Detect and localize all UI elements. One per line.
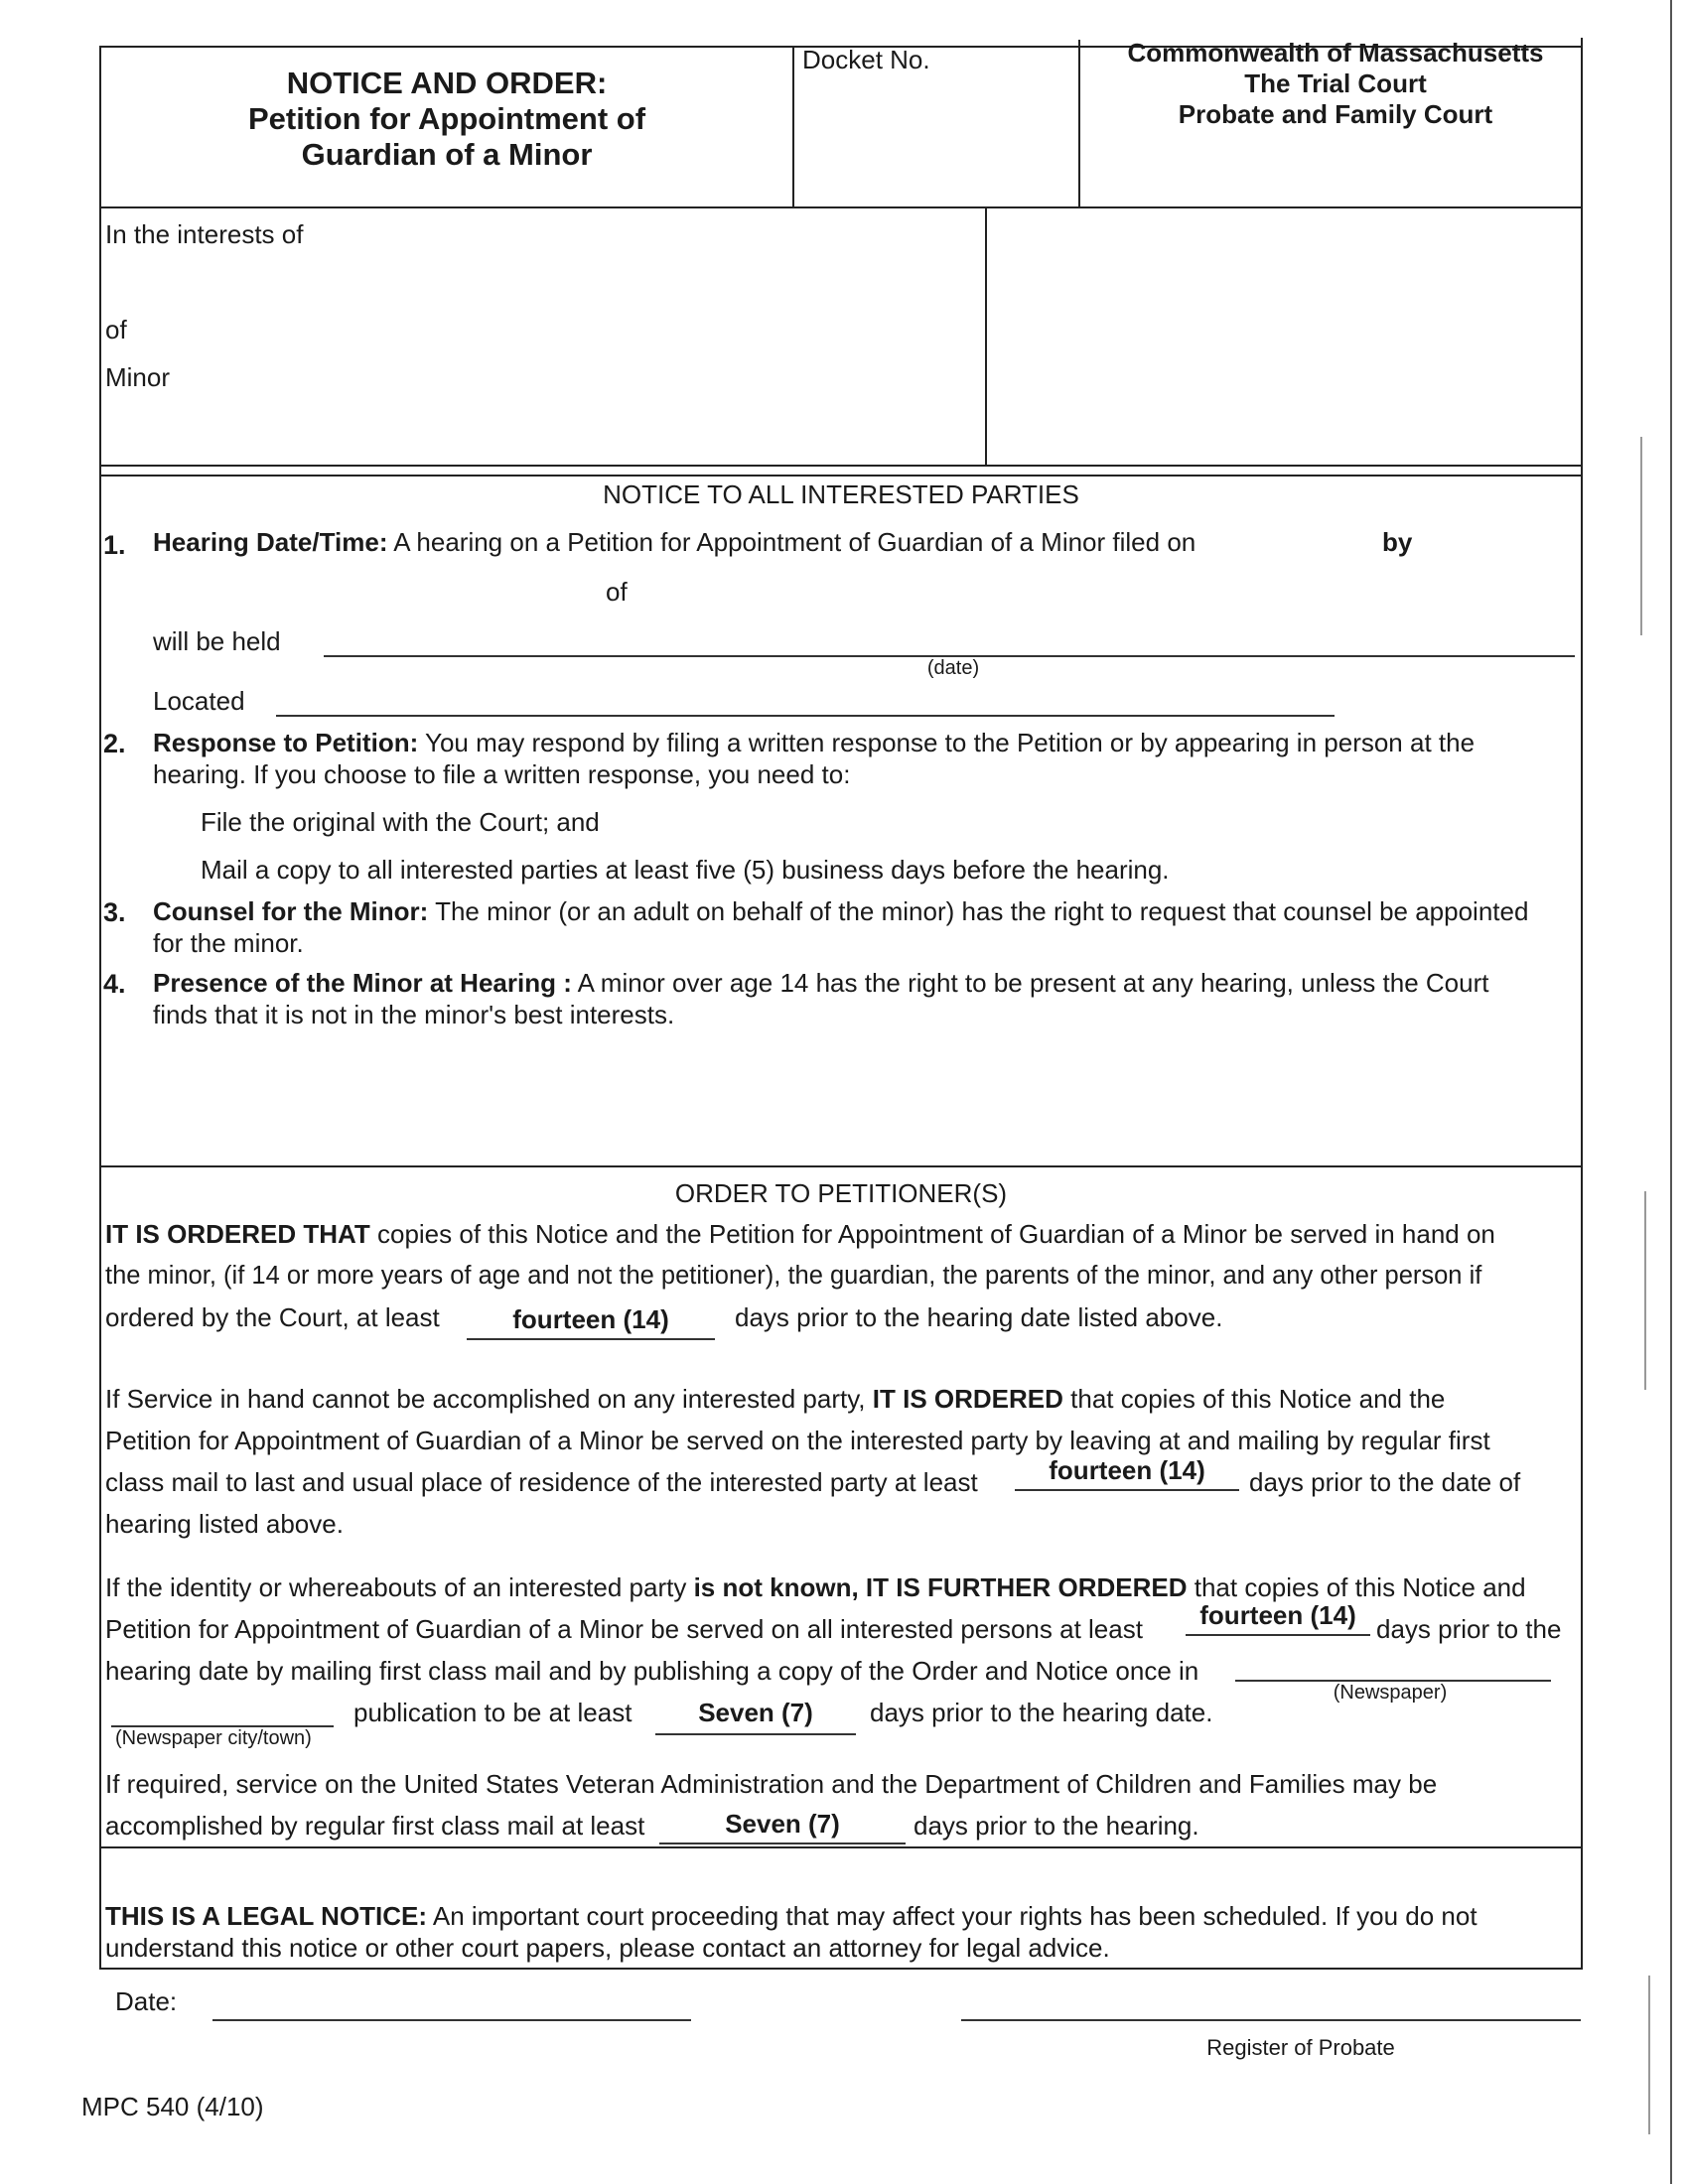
legal-top-border	[99, 1846, 1583, 1848]
caption-of-label: of	[105, 315, 127, 344]
item-3-text2: for the minor.	[153, 928, 304, 958]
item-4-text2: finds that it is not in the minor's best interests.	[153, 1000, 675, 1029]
court-line1: Commonwealth of Massachusetts	[1127, 38, 1544, 68]
item-2-title: Response to Petition:	[153, 728, 419, 757]
item-1-number: 1.	[103, 530, 126, 560]
item-4-number: 4.	[103, 969, 126, 999]
order-p3-line3: hearing date by mailing first class mail and by publishing a copy of the Order and Notice once in	[105, 1656, 1199, 1686]
item-1-held-label: will be held	[153, 626, 281, 656]
scan-artifact-1	[1640, 437, 1642, 635]
order-p2-underline	[1015, 1489, 1239, 1491]
order-p3-line2a: Petition for Appointment of Guardian of a Minor be served on all interested persons at least	[105, 1614, 1143, 1644]
form-bottom-border	[99, 1968, 1583, 1970]
order-p3-bold2: IT IS FURTHER ORDERED	[865, 1572, 1188, 1602]
court-line2: The Trial Court	[1244, 68, 1427, 98]
date-label: Date:	[115, 1986, 178, 2016]
order-p3-text1b: that copies of this Notice and	[1194, 1572, 1526, 1602]
order-p3-line2b: days prior to the	[1376, 1614, 1562, 1644]
order-p2-line3a: class mail to last and usual place of residence of the interested party at least	[105, 1467, 978, 1497]
order-p1-bold: IT IS ORDERED THAT	[105, 1219, 370, 1249]
order-p4-line1: If required, service on the United States Veteran Administration and the Department of Children and Families may be	[105, 1769, 1438, 1799]
order-p3-line4a: publication to be at least	[353, 1698, 633, 1727]
item-2-text2: hearing. If you choose to file a written response, you need to:	[153, 759, 851, 789]
order-p1-line3b: days prior to the hearing date listed above.	[735, 1302, 1223, 1332]
newspaper-city-caption: (Newspaper city/town)	[115, 1727, 312, 1749]
item-1-text: A hearing on a Petition for Appointment of Guardian of a Minor filed on	[393, 527, 1196, 557]
docket-label: Docket No.	[802, 45, 930, 74]
scan-edge-line	[1670, 0, 1672, 2184]
item-1-title: Hearing Date/Time:	[153, 527, 388, 557]
item-2-number: 2.	[103, 729, 126, 758]
order-p2-text1a: If Service in hand cannot be accomplished on any interested party,	[105, 1384, 866, 1414]
header-divider-1	[792, 46, 794, 208]
order-p3-bold1: is not known,	[693, 1572, 859, 1602]
order-p3-line4b: days prior to the hearing date.	[870, 1698, 1213, 1727]
scan-artifact-3	[1648, 1976, 1650, 2134]
register-signature-field[interactable]	[961, 2019, 1581, 2021]
order-p1-line1	[105, 1213, 1495, 1255]
header-divider-2	[1078, 40, 1080, 208]
legal-text1: An important court proceeding that may affect your rights has been scheduled. If you do not	[432, 1901, 1477, 1931]
order-p2-bold: IT IS ORDERED	[872, 1384, 1063, 1414]
register-label: Register of Probate	[1206, 2035, 1395, 2060]
order-p3-text1a: If the identity or whereabouts of an interested party	[105, 1572, 687, 1602]
order-heading: ORDER TO PETITIONER(S)	[674, 1178, 1008, 1208]
interests-label: In the interests of	[105, 219, 304, 249]
order-p2-line1	[105, 1378, 1445, 1420]
form-right-border	[1581, 38, 1583, 1970]
notice-heading: NOTICE TO ALL INTERESTED PARTIES	[603, 479, 1079, 509]
order-p3-value[interactable]: fourteen (14)	[1199, 1600, 1356, 1630]
item-4-title: Presence of the Minor at Hearing :	[153, 968, 572, 998]
minor-label: Minor	[105, 362, 171, 392]
order-p2-text1b: that copies of this Notice and the	[1070, 1384, 1446, 1414]
order-p4-line2b: days prior to the hearing.	[914, 1811, 1199, 1841]
order-p1-line2: the minor, (if 14 or more years of age and not the petitioner), the guardian, the parents of the minor, and any other person if	[105, 1262, 1482, 1290]
order-p2-value[interactable]: fourteen (14)	[1049, 1455, 1205, 1485]
order-top-border	[99, 1165, 1583, 1167]
order-p1-text1: copies of this Notice and the Petition for Appointment of Guardian of a Minor be served in hand on	[376, 1219, 1495, 1249]
form-title-line3: Guardian of a Minor	[301, 137, 593, 172]
item-2-sub1: File the original with the Court; and	[201, 807, 600, 837]
item-3-text1: The minor (or an adult on behalf of the minor) has the right to request that counsel be appointed	[435, 896, 1529, 926]
notice-top-border	[99, 475, 1583, 477]
legal-line1	[105, 1900, 1477, 1932]
court-line3: Probate and Family Court	[1178, 99, 1493, 129]
item-2-text1: You may respond by filing a written response to the Petition or by appearing in person at the	[425, 728, 1476, 757]
item-2-sub2: Mail a copy to all interested parties at least five (5) business days before the hearing.	[201, 855, 1170, 885]
item-4-line1	[153, 967, 1488, 999]
scan-artifact-2	[1644, 1191, 1646, 1390]
hearing-location-field[interactable]	[276, 715, 1335, 717]
item-1-located-label: Located	[153, 686, 245, 716]
form-left-border	[99, 46, 101, 1970]
legal-line2: understand this notice or other court papers, please contact an attorney for legal advice.	[105, 1933, 1110, 1963]
order-p1-line3a: ordered by the Court, at least	[105, 1302, 440, 1332]
caption-divider	[985, 206, 987, 467]
order-p2-line2: Petition for Appointment of Guardian of a Minor be served on the interested party by leaving at and mailing by regular first	[105, 1426, 1490, 1455]
order-p3-underline	[1186, 1634, 1370, 1636]
order-p2-line3b: days prior to the date of	[1249, 1467, 1521, 1497]
item-3-line1	[153, 895, 1528, 927]
order-p4-value[interactable]: Seven (7)	[725, 1809, 840, 1839]
court-block	[1092, 38, 1579, 130]
order-p2-line4: hearing listed above.	[105, 1509, 344, 1539]
item-1-line	[153, 526, 1196, 558]
newspaper-caption: (Newspaper)	[1333, 1682, 1448, 1704]
order-p1-value[interactable]: fourteen (14)	[512, 1304, 669, 1334]
date-caption: (date)	[926, 657, 980, 679]
order-p3-value2[interactable]: Seven (7)	[698, 1698, 813, 1727]
item-4-text1: A minor over age 14 has the right to be present at any hearing, unless the Court	[577, 968, 1489, 998]
caption-bottom-border	[99, 465, 1583, 467]
item-2-line1	[153, 727, 1475, 758]
date-signature-field[interactable]	[212, 2019, 691, 2021]
order-p4-line2a: accomplished by regular first class mail at least	[105, 1811, 645, 1841]
form-title-line1: NOTICE AND ORDER:	[286, 66, 608, 100]
legal-bold: THIS IS A LEGAL NOTICE:	[105, 1901, 428, 1931]
item-1-of-label: of	[606, 577, 628, 607]
order-p1-underline	[467, 1338, 715, 1340]
item-3-title: Counsel for the Minor:	[153, 896, 429, 926]
order-p4-underline	[659, 1843, 906, 1844]
form-title-block	[139, 66, 755, 173]
item-3-number: 3.	[103, 897, 126, 927]
item-1-by-label: by	[1382, 527, 1413, 557]
form-number: MPC 540 (4/10)	[81, 2092, 264, 2121]
order-p3-underline2	[655, 1733, 856, 1735]
header-bottom-border	[99, 206, 1583, 208]
form-title-line2: Petition for Appointment of	[247, 101, 646, 136]
